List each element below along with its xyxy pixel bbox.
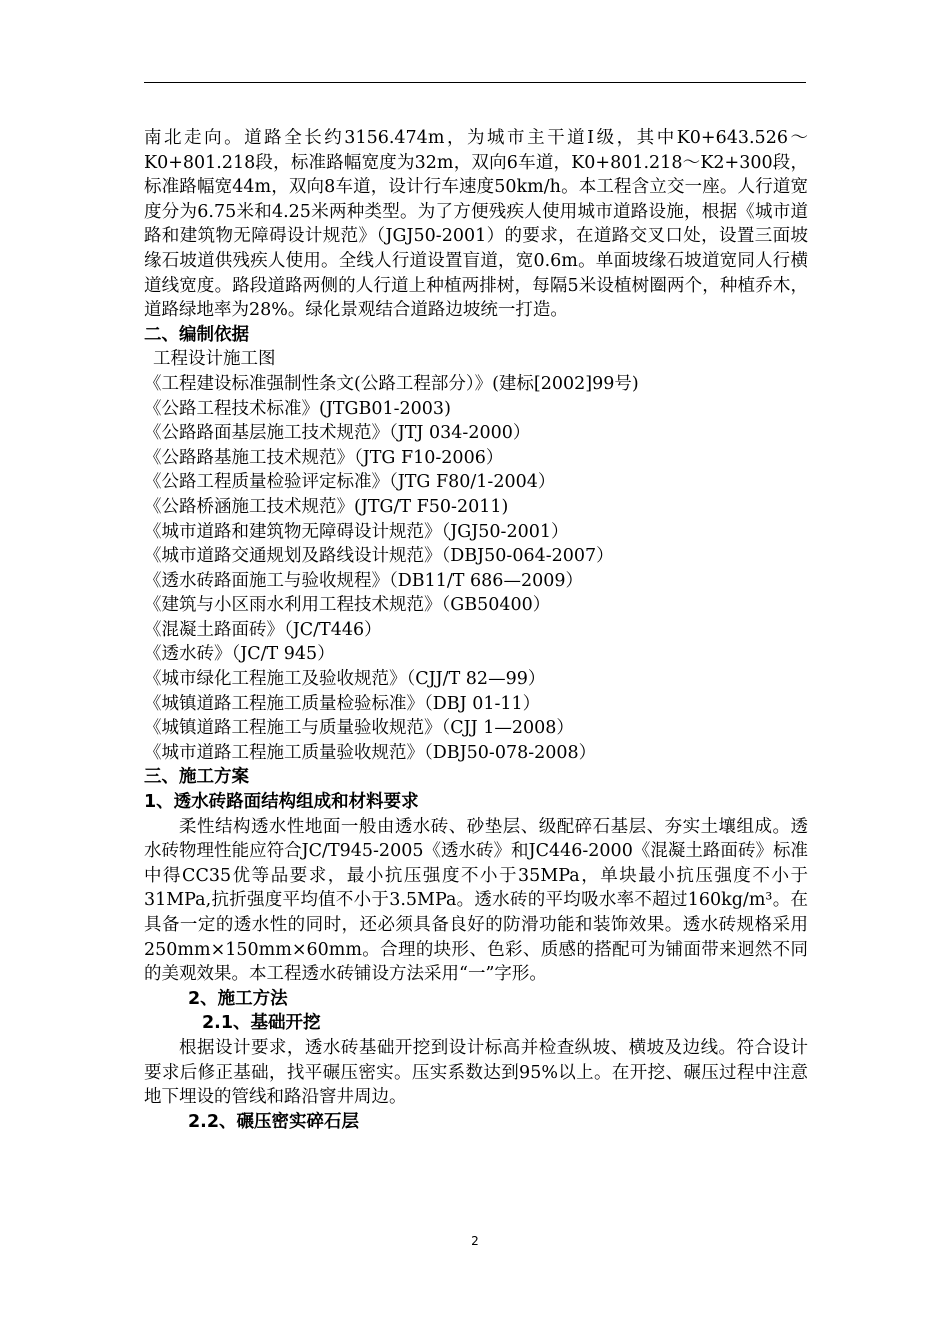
section-2-heading: 二、编制依据 bbox=[144, 324, 249, 345]
basis-item: 《城市道路交通规划及路线设计规范》（DBJ50-064-2007） bbox=[144, 546, 614, 567]
subsection-1-heading: 1、透水砖路面结构组成和材料要求 bbox=[144, 792, 419, 813]
basis-item: 《城镇道路工程施工质量检验标准》（DBJ 01-11） bbox=[144, 693, 541, 714]
document-body bbox=[144, 126, 808, 1134]
subsection-2-1-heading: 2.1、基础开挖 bbox=[202, 1013, 321, 1034]
basis-item: 《工程建设标准强制性条文(公路工程部分）》(建标[2002]99号) bbox=[144, 373, 639, 394]
basis-item: 《透水砖路面施工与验收规程》（DB11/T 686—2009） bbox=[144, 570, 583, 591]
basis-list bbox=[144, 347, 808, 765]
basis-item: 《城市道路和建筑物无障碍设计规范》（JGJ50-2001） bbox=[144, 521, 569, 542]
basis-item: 《公路路基施工技术规范》（JTG F10-2006） bbox=[144, 447, 504, 468]
basis-item: 《公路工程质量检验评定标准》（JTG F80/1-2004） bbox=[144, 472, 556, 493]
subsection-2-2-heading: 2.2、碾压密实碎石层 bbox=[188, 1111, 360, 1132]
basis-item: 《城镇道路工程施工与质量验收规范》（CJJ 1—2008） bbox=[144, 718, 574, 739]
page-number: 2 bbox=[471, 1234, 479, 1248]
basis-item: 《城市绿化工程施工及验收规范》（CJJ/T 82—99） bbox=[144, 669, 546, 690]
subsection-2-heading: 2、施工方法 bbox=[188, 988, 288, 1009]
header-rule bbox=[144, 82, 806, 83]
intro-paragraph: 南北走向。道路全长约3156.474m，为城市主干道Ⅰ级，其中K0+643.526～K0+801.218段，标准路幅宽度为32m，双向6车道，K0+801.218～K2+300段，标准路幅宽44m，双向8车道，设计行车速度50km/h。本工程含立交一座。人行道宽度分为6.75米和4.25米两种类型。为了方便残疾人使用城市道路设施，根据《城市道路和建筑物无障碍设计规范》（JGJ50-2001）的要求，在道路交叉口处，设置三面坡缘石坡道供残疾人使用。全线人行道设置盲道，宽0.6m。单面坡缘石坡道宽同人行横道线宽度。路段道路两侧的人行道上种植两排树，每隔5米设植树圈两个，种植乔木，道路绿地率为28%。绿化景观结合道路边坡统一打造。 bbox=[144, 128, 808, 321]
basis-item: 《透水砖》（JC/T 945） bbox=[144, 644, 335, 665]
section-3-heading: 三、施工方案 bbox=[144, 767, 249, 788]
basis-item: 《建筑与小区雨水利用工程技术规范》（GB50400） bbox=[144, 595, 551, 616]
basis-item: 《公路工程技术标准》(JTGB01-2003) bbox=[144, 398, 451, 419]
basis-item: 《城市道路工程施工质量验收规范》（DBJ50-078-2008） bbox=[144, 742, 597, 763]
subsection-2-1-paragraph: 根据设计要求，透水砖基础开挖到设计标高并检查纵坡、横坡及边线。符合设计要求后修正基础，找平碾压密实。压实系数达到95%以上。在开挖、碾压过程中注意地下埋设的管线和路沿窨井周边。 bbox=[144, 1037, 808, 1108]
basis-item: 工程设计施工图 bbox=[153, 349, 276, 370]
basis-item: 《公路路面基层施工技术规范》（JTJ 034-2000） bbox=[144, 423, 531, 444]
basis-item: 《公路桥涵施工技术规范》(JTG/T F50-2011) bbox=[144, 496, 509, 517]
subsection-1-paragraph: 柔性结构透水性地面一般由透水砖、砂垫层、级配碎石基层、夯实土壤组成。透水砖物理性能应符合JC/T945-2005《透水砖》和JC446-2000《混凝土路面砖》标准中得CC35优等品要求，最小抗压强度不小于35MPa，单块最小抗压强度不小于31MPa,抗折强度平均值不小于3.5MPa。透水砖的平均吸水率不超过160kg/m³。在具备一定的透水性的同时，还必须具备良好的防滑功能和装饰效果。透水砖规格采用250mm×150mm×60mm。合理的块形、色彩、质感的搭配可为铺面带来迥然不同的美观效果。本工程透水砖铺设方法采用“一”字形。 bbox=[144, 816, 808, 985]
basis-item: 《混凝土路面砖》（JC/T446） bbox=[144, 619, 382, 640]
